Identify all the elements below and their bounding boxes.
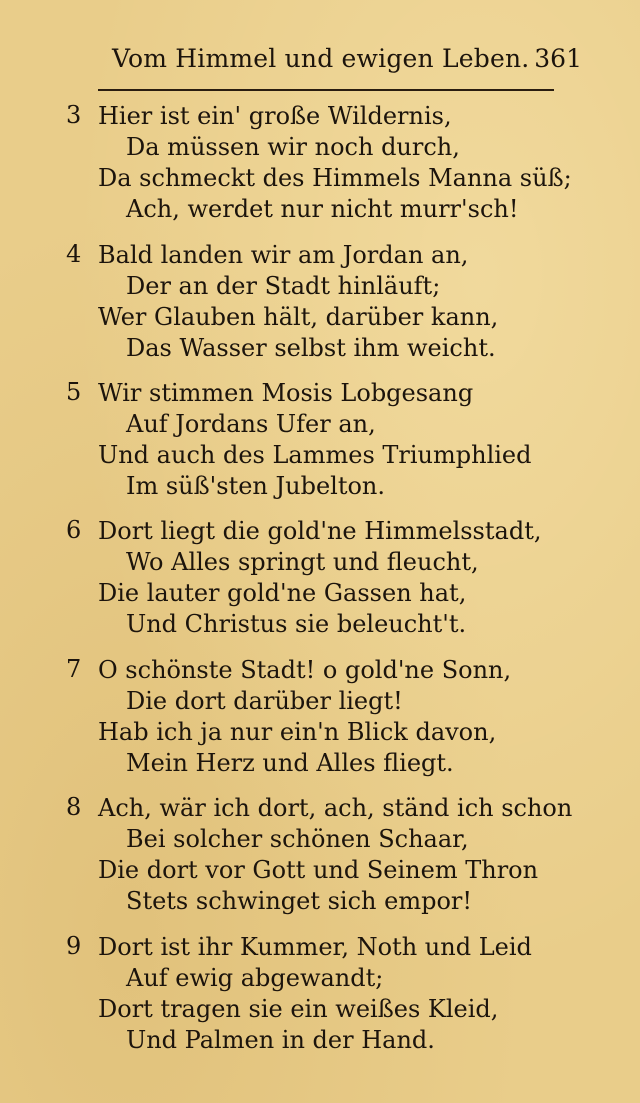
- verse-line: Da müssen wir noch durch,: [126, 133, 460, 161]
- verse-line: O schönste Stadt! o gold'ne Sonn,: [98, 656, 512, 684]
- stanza-number: 4: [66, 240, 82, 268]
- verse-line: Im süß'sten Jubelton.: [126, 472, 386, 500]
- verse-line: Auf Jordans Ufer an,: [126, 410, 376, 438]
- header-rule: [98, 89, 554, 91]
- verse-line: Wo Alles springt und fleucht,: [126, 548, 479, 576]
- verse-line: Und Christus sie beleucht't.: [126, 610, 467, 638]
- verse-line: Hier ist ein' große Wildernis,: [98, 102, 452, 130]
- verse-line: Die dort darüber liegt!: [126, 687, 403, 715]
- verse-line: Da schmeckt des Himmels Manna süß;: [98, 164, 572, 192]
- verse-line: Die lauter gold'ne Gassen hat,: [98, 579, 467, 607]
- verse-line: Dort tragen sie ein weißes Kleid,: [98, 995, 499, 1023]
- page-header: [112, 44, 582, 80]
- page-number: 361: [534, 44, 582, 73]
- verse-line: Dort liegt die gold'ne Himmelsstadt,: [98, 517, 542, 545]
- verse-line: Wer Glauben hält, darüber kann,: [98, 303, 499, 331]
- stanza-number: 7: [66, 655, 82, 683]
- verse-line: Ach, wär ich dort, ach, ständ ich schon: [98, 794, 573, 822]
- stanza-number: 5: [66, 378, 82, 406]
- verse-line: Dort ist ihr Kummer, Noth und Leid: [98, 933, 532, 961]
- verse-line: Und Palmen in der Hand.: [126, 1026, 435, 1054]
- stanza-number: 3: [66, 101, 82, 129]
- verse-line: Ach, werdet nur nicht murr'sch!: [126, 195, 519, 223]
- verse-line: Mein Herz und Alles fliegt.: [126, 749, 454, 777]
- verse-line: Der an der Stadt hinläuft;: [126, 272, 441, 300]
- verse-line: Die dort vor Gott und Seinem Thron: [98, 856, 539, 884]
- verse-line: Das Wasser selbst ihm weicht.: [126, 334, 496, 362]
- verse-line: Bald landen wir am Jordan an,: [98, 241, 469, 269]
- verse-line: Bei solcher schönen Schaar,: [126, 825, 469, 853]
- stanza-number: 9: [66, 932, 82, 960]
- verse-line: Wir stimmen Mosis Lobgesang: [98, 379, 474, 407]
- verse-line: Hab ich ja nur ein'n Blick davon,: [98, 718, 497, 746]
- running-title: Vom Himmel und ewigen Leben.: [112, 44, 530, 73]
- verse-line: Auf ewig abgewandt;: [126, 964, 384, 992]
- verse-line: Und auch des Lammes Triumphlied: [98, 441, 532, 469]
- stanza-number: 8: [66, 793, 82, 821]
- verse-line: Stets schwinget sich empor!: [126, 887, 473, 915]
- stanza-number: 6: [66, 516, 82, 544]
